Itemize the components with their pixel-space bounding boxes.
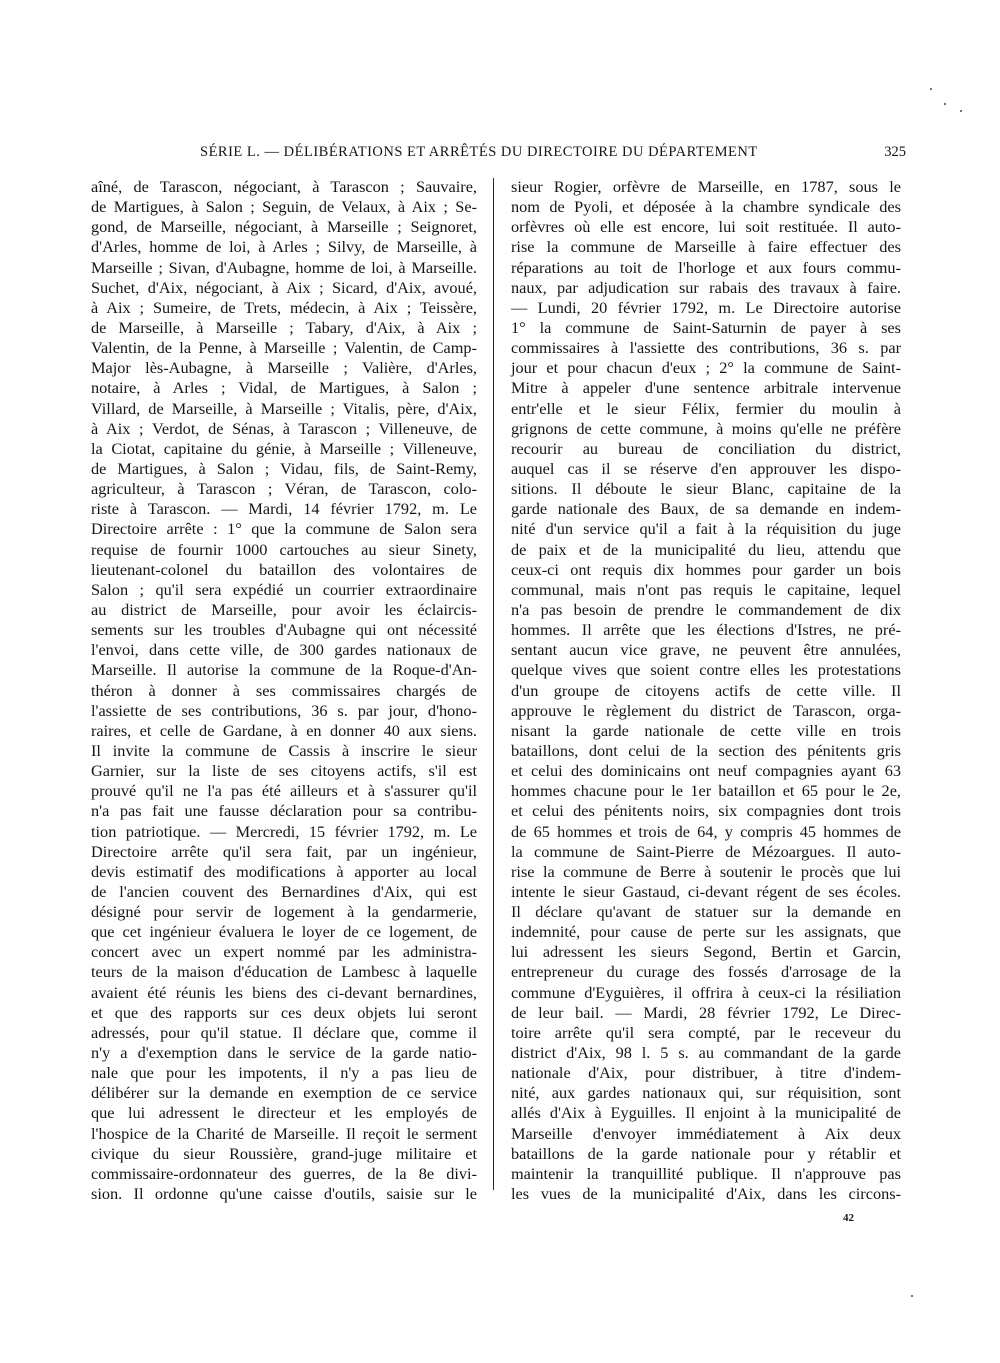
text-line: Villard, de Marseille, à Marseille ; Vitalis, père, d'Aix,	[91, 398, 477, 418]
left-column	[91, 177, 477, 1204]
text-line: approuve le règlement du district de Tarascon, orga-	[511, 700, 901, 720]
text-line: entr'elle et le sieur Félix, fermier du moulin à	[511, 398, 901, 418]
text-line: Suchet, d'Aix, négociant, à Aix ; Sicard, d'Aix, avoué,	[91, 277, 477, 297]
text-line: nationale d'Aix, pour distribuer, à titre d'indem-	[511, 1063, 901, 1083]
text-line: bataillons, dont celui de la section des pénitents gris	[511, 740, 901, 760]
text-line: commune d'Eyguières, il offrira à ceux-ci la résiliation	[511, 982, 901, 1002]
right-column	[511, 177, 901, 1204]
text-line: concert avec un expert nommé par les administra-	[91, 942, 477, 962]
column-divider	[493, 178, 494, 1190]
text-line: district d'Aix, 98 l. 5 s. au commandant de la garde	[511, 1043, 901, 1063]
text-line: devis estimatif des modifications à apporter au local	[91, 861, 477, 881]
text-line: de 65 hommes et trois de 64, y compris 45 hommes de	[511, 821, 901, 841]
text-line: ceux-ci ont requis dix hommes pour garder un bois	[511, 559, 901, 579]
text-line: hommes. Il arrête que les élections d'Istres, ne pré-	[511, 620, 901, 640]
text-line: Il invite la commune de Cassis à inscrire le sieur	[91, 740, 477, 760]
text-line: Marseille. Il autorise la commune de la Roque-d'An-	[91, 660, 477, 680]
text-line: adressés, pour qu'il statue. Il déclare que, comme il	[91, 1022, 477, 1042]
text-line: et celui des pénitents noirs, six compagnies dont trois	[511, 801, 901, 821]
text-line: lieutenant-colonel du bataillon des volontaires de	[91, 559, 477, 579]
text-line: n'a pas fait une fausse déclaration pour sa contribu-	[91, 801, 477, 821]
text-line: auquel cas il se réserve d'en approuver les dispo-	[511, 458, 901, 478]
text-line: sieur Rogier, orfèvre de Marseille, en 1787, sous le	[511, 177, 901, 196]
text-line: l'envoi, dans cette ville, de 300 gardes nationaux de	[91, 640, 477, 660]
text-line: l'assiette de ses contributions, 36 s. par jour, d'hono-	[91, 700, 477, 720]
text-line: recourir au bureau de conciliation du district,	[511, 438, 901, 458]
text-line: n'y a d'exemption dans le service de la garde natio-	[91, 1043, 477, 1063]
text-line: commissaire-ordonnateur des guerres, de la 8e divi-	[91, 1163, 477, 1183]
text-line: de Martigues, à Salon ; Vidau, fils, de Saint-Remy,	[91, 458, 477, 478]
text-line: et celui des dominicains ont neuf compagnies ayant 63	[511, 761, 901, 781]
text-line: commissaires à l'assiette des contributions, 36 s. par	[511, 338, 901, 358]
text-line: n'a pas besoin de prendre le commandement de dix	[511, 599, 901, 619]
text-line: de Martigues, à Salon ; Seguin, de Velaux, à Aix ; Se-	[91, 197, 477, 217]
text-line: sements sur les troubles d'Aubagne qui ont nécessité	[91, 620, 477, 640]
text-line: jour et pour chacun d'eux ; 2° la commune de Saint-	[511, 358, 901, 378]
text-line: Il déclare qu'avant de statuer sur la demande en	[511, 902, 901, 922]
text-line: bataillons de la garde nationale pour y rétablir et	[511, 1143, 901, 1163]
text-line: prouvé qu'il ne l'a pas été ailleurs et à s'assurer qu'il	[91, 781, 477, 801]
text-line: rise la commune de Berre à soutenir le procès que lui	[511, 861, 901, 881]
text-line: intente le sieur Gastaud, ci-devant régent de ses écoles.	[511, 881, 901, 901]
text-line: sitions. Il déboute le sieur Blanc, capitaine de la	[511, 479, 901, 499]
text-line: que cet ingénieur évaluera le loyer de ce logement, de	[91, 922, 477, 942]
text-line: naux, par adjudication sur rabais des travaux à faire.	[511, 277, 901, 297]
text-line: de leur bail. — Mardi, 28 février 1792, Le Direc-	[511, 1002, 901, 1022]
text-line: nale que pour les impotents, il n'y a pas lieu de	[91, 1063, 477, 1083]
text-line: à Aix ; Verdot, de Sénas, à Tarascon ; Villeneuve, de	[91, 418, 477, 438]
text-line: civique du sieur Roussière, grand-juge militaire et	[91, 1143, 477, 1163]
text-line: Marseille ; Sivan, d'Aubagne, homme de loi, à Marseille.	[91, 257, 477, 277]
text-line: riste à Tarascon. — Mardi, 14 février 1792, m. Le	[91, 499, 477, 519]
text-line: notaire, à Arles ; Vidal, de Martigues, à Salon ;	[91, 378, 477, 398]
text-line: réparations au toit de l'horloge et aux fours commu-	[511, 257, 901, 277]
running-header	[200, 144, 906, 166]
text-line: gond, de Marseille, négociant, à Marseille ; Seignoret,	[91, 217, 477, 237]
text-line: tion patriotique. — Mercredi, 15 février 1792, m. Le	[91, 821, 477, 841]
text-line: avaient été réunis les biens des ci-devant bernardines,	[91, 982, 477, 1002]
text-line: Salon ; qu'il sera expédié un courrier extraordinaire	[91, 579, 477, 599]
text-line: la commune de Saint-Pierre de Mézoargues. Il auto-	[511, 841, 901, 861]
text-line: Major lès-Aubagne, à Marseille ; Valière, d'Arles,	[91, 358, 477, 378]
text-line: au district de Marseille, pour avoir les éclaircis-	[91, 599, 477, 619]
text-line: hommes chacune pour le 1er bataillon et 65 pour le 2e,	[511, 781, 901, 801]
text-line: toire arrête qu'il sera compté, par le receveur du	[511, 1022, 901, 1042]
text-line: allés d'Aix à Eyguilles. Il enjoint à la municipalité de	[511, 1103, 901, 1123]
page-number: 325	[884, 144, 906, 160]
print-speck	[930, 88, 932, 90]
running-title: SÉRIE L. — DÉLIBÉRATIONS ET ARRÊTÉS DU DIRECTOIRE DU DÉPARTEMENT	[200, 144, 758, 160]
text-line: de Marseille, à Marseille ; Tabary, d'Aix, à Aix ;	[91, 317, 477, 337]
text-line: et que des rapports sur ces deux objets lui seront	[91, 1002, 477, 1022]
text-line: lui adressent les sieurs Segond, Bertin et Garcin,	[511, 942, 901, 962]
text-line: d'un groupe de citoyens actifs de cette ville. Il	[511, 680, 901, 700]
text-line: de paix et de la municipalité du lieu, attendu que	[511, 539, 901, 559]
text-line: raires, et celle de Gardane, à en donner 40 aux siens.	[91, 720, 477, 740]
text-line: quelque vives que soient contre elles les protestations	[511, 660, 901, 680]
text-line: garde nationale des Baux, de sa demande en indem-	[511, 499, 901, 519]
text-line: l'hospice de la Charité de Marseille. Il reçoit le serment	[91, 1123, 477, 1143]
text-line: indemnité, pour cause de perte sur les assignats, que	[511, 922, 901, 942]
text-line: 1° la commune de Saint-Saturnin de payer à ses	[511, 317, 901, 337]
text-line: requise de fournir 1000 cartouches au sieur Sinety,	[91, 539, 477, 559]
text-line: nité d'un service qu'il a fait à la réquisition du juge	[511, 519, 901, 539]
text-line: d'Arles, homme de loi, à Arles ; Silvy, de Marseille, à	[91, 237, 477, 257]
text-line: à Aix ; Sumeire, de Trets, médecin, à Aix ; Teissère,	[91, 297, 477, 317]
text-line: délibérer sur la demande en exemption de ce service	[91, 1083, 477, 1103]
text-line: Marseille d'envoyer immédiatement à Aix deux	[511, 1123, 901, 1143]
text-line: que lui adressent le directeur et les employés de	[91, 1103, 477, 1123]
text-line: entrepreneur du curage des fossés d'arrosage de la	[511, 962, 901, 982]
text-line: nisant la garde nationale de cette ville en trois	[511, 720, 901, 740]
text-line: teurs de la maison d'éducation de Lambesc à laquelle	[91, 962, 477, 982]
text-line: Garnier, sur la liste de ses citoyens actifs, s'il est	[91, 761, 477, 781]
print-speck	[911, 1295, 913, 1297]
text-line: théron à donner à ses commissaires chargés de	[91, 680, 477, 700]
print-speck	[960, 110, 962, 112]
text-line: — Lundi, 20 février 1792, m. Le Directoire autorise	[511, 297, 901, 317]
text-line: les vues de la municipalité d'Aix, dans les circons-	[511, 1184, 901, 1204]
text-line: nité, aux gardes nationaux qui, sur réquisition, sont	[511, 1083, 901, 1103]
text-line: grignons de cette commune, à moins qu'elle ne préfère	[511, 418, 901, 438]
text-line: nom de Pyoli, et déposée à la chambre syndicale des	[511, 197, 901, 217]
text-line: maintenir la tranquillité publique. Il n'approuve pas	[511, 1163, 901, 1183]
text-line: rise la commune de Marseille à faire effectuer des	[511, 237, 901, 257]
text-line: Valentin, de la Penne, à Marseille ; Valentin, de Camp-	[91, 338, 477, 358]
print-speck	[944, 103, 946, 105]
text-line: communal, mais n'ont pas requis le capitaine, lequel	[511, 579, 901, 599]
signature-mark: 42	[843, 1212, 854, 1224]
text-line: aîné, de Tarascon, négociant, à Tarascon ; Sauvaire,	[91, 177, 477, 196]
text-line: la Ciotat, capitaine du génie, à Marseille ; Villeneuve,	[91, 438, 477, 458]
text-line: orfèvres où elle est encore, lui soit restituée. Il auto-	[511, 217, 901, 237]
text-line: désigné pour servir de logement à la gendarmerie,	[91, 902, 477, 922]
text-line: sentant aucun vice grave, ne peuvent être annulées,	[511, 640, 901, 660]
text-line: Directoire arrête qu'il sera fait, par un ingénieur,	[91, 841, 477, 861]
text-line: Directoire arrête : 1° que la commune de Salon sera	[91, 519, 477, 539]
text-line: de l'ancien couvent des Bernardines d'Aix, qui est	[91, 881, 477, 901]
text-line: agriculteur, à Tarascon ; Véran, de Tarascon, colo-	[91, 479, 477, 499]
text-line: sion. Il ordonne qu'une caisse d'outils, saisie sur le	[91, 1184, 477, 1204]
text-line: Mitre à appeler d'une sentence arbitrale intervenue	[511, 378, 901, 398]
